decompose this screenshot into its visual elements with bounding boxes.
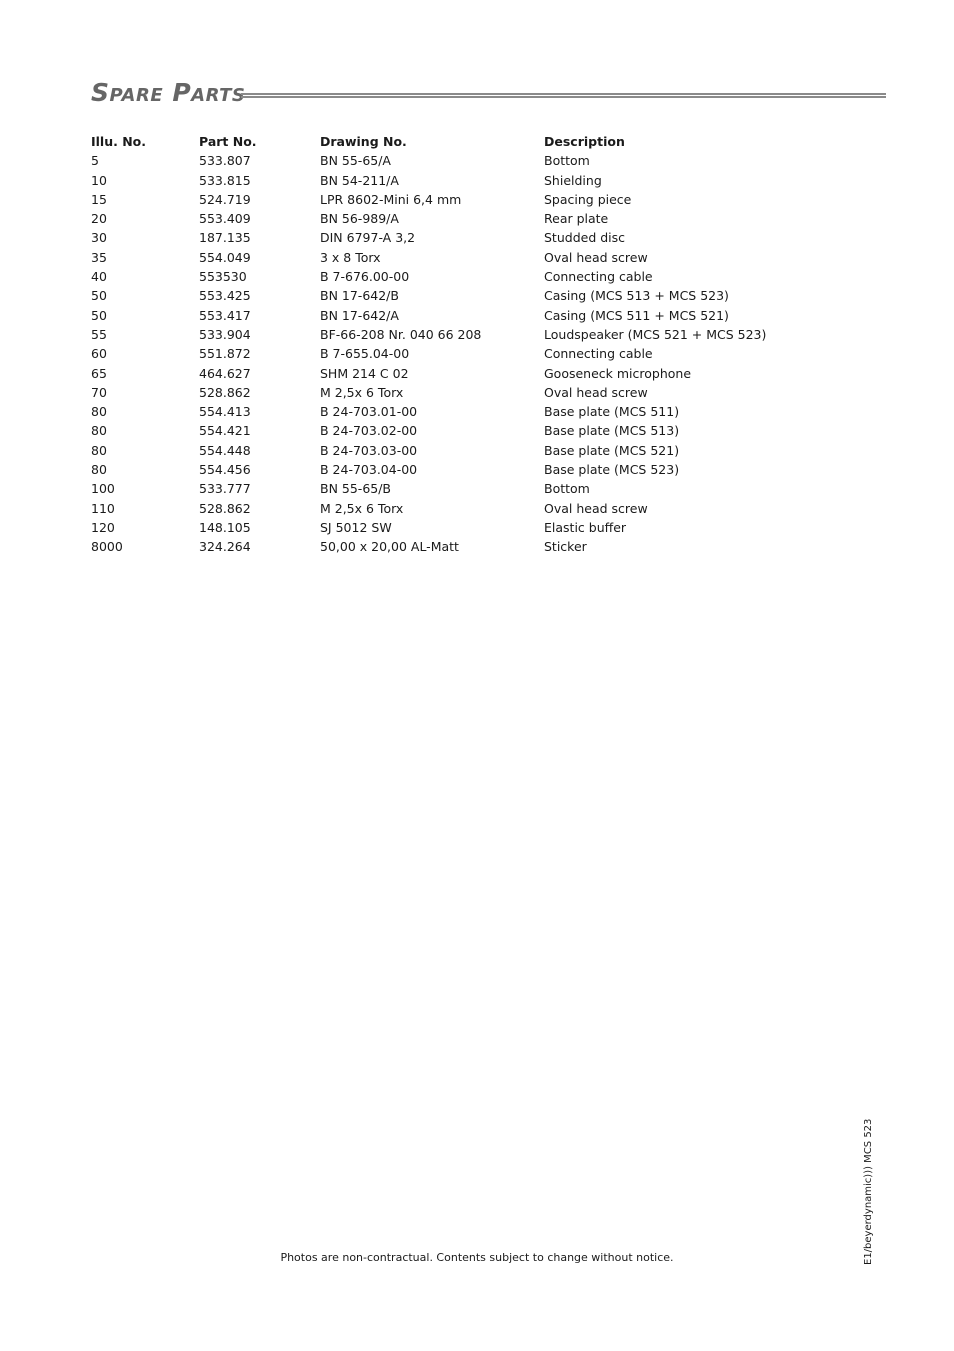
table-row <box>91 402 804 421</box>
cell-drawing-no: BN 54-211/A <box>320 172 399 188</box>
cell-illu-no: 30 <box>91 230 107 246</box>
cell-illu-no: 80 <box>91 404 107 420</box>
footer-note: Photos are non-contractual. Contents subject to change without notice. <box>280 1251 674 1264</box>
table-row <box>91 479 804 498</box>
cell-description: Bottom <box>544 481 590 497</box>
cell-part-no: 533.904 <box>199 326 251 342</box>
cell-illu-no: 50 <box>91 288 107 304</box>
cell-part-no: 553.425 <box>199 288 251 304</box>
cell-drawing-no: B 24-703.01-00 <box>320 404 418 420</box>
page-title: Spare Parts <box>91 78 246 107</box>
cell-drawing-no: B 7-655.04-00 <box>320 346 410 362</box>
cell-drawing-no: LPR 8602-Mini 6,4 mm <box>320 191 462 207</box>
cell-illu-no: 65 <box>91 365 107 381</box>
table-row <box>91 151 804 170</box>
cell-part-no: 324.264 <box>199 539 251 555</box>
cell-drawing-no: BN 17-642/B <box>320 288 399 304</box>
cell-part-no: 528.862 <box>199 384 251 400</box>
cell-part-no: 148.105 <box>199 519 251 535</box>
cell-part-no: 554.456 <box>199 462 251 478</box>
cell-illu-no: 20 <box>91 211 107 227</box>
cell-description: Bottom <box>544 153 590 169</box>
cell-part-no: 554.413 <box>199 404 251 420</box>
cell-illu-no: 8000 <box>91 539 123 555</box>
cell-drawing-no: M 2,5x 6 Torx <box>320 500 404 516</box>
column-header-drawing-no: Drawing No. <box>320 134 407 149</box>
cell-illu-no: 110 <box>91 500 115 516</box>
cell-description: Rear plate <box>544 211 609 227</box>
cell-description: Base plate (MCS 523) <box>544 462 680 478</box>
table-row <box>91 325 804 344</box>
cell-part-no: 533.807 <box>199 153 251 169</box>
table-row <box>91 383 804 402</box>
table-header-row <box>91 132 804 151</box>
cell-illu-no: 120 <box>91 519 115 535</box>
table-row <box>91 209 804 228</box>
cell-part-no: 464.627 <box>199 365 251 381</box>
cell-drawing-no: 50,00 x 20,00 AL-Matt <box>320 539 459 555</box>
cell-part-no: 533.777 <box>199 481 251 497</box>
cell-part-no: 554.421 <box>199 423 251 439</box>
table-row <box>91 286 804 305</box>
column-header-part-no: Part No. <box>199 134 257 149</box>
cell-description: Loudspeaker (MCS 521 + MCS 523) <box>544 326 767 342</box>
cell-part-no: 528.862 <box>199 500 251 516</box>
table-row <box>91 364 804 383</box>
cell-part-no: 533.815 <box>199 172 251 188</box>
cell-part-no: 524.719 <box>199 191 251 207</box>
cell-drawing-no: M 2,5x 6 Torx <box>320 384 404 400</box>
cell-drawing-no: B 24-703.02-00 <box>320 423 418 439</box>
table-row <box>91 228 804 247</box>
table-row <box>91 306 804 325</box>
cell-description: Connecting cable <box>544 269 653 285</box>
cell-drawing-no: B 7-676.00-00 <box>320 269 410 285</box>
cell-description: Sticker <box>544 539 587 555</box>
side-label: E1/beyerdynamic))) MCS 523 <box>863 1118 874 1265</box>
cell-description: Casing (MCS 511 + MCS 521) <box>544 307 729 323</box>
cell-illu-no: 10 <box>91 172 107 188</box>
cell-illu-no: 100 <box>91 481 115 497</box>
cell-part-no: 553530 <box>199 269 247 285</box>
table-body <box>91 151 804 556</box>
cell-part-no: 553.409 <box>199 211 251 227</box>
page-header <box>91 78 886 108</box>
cell-description: Shielding <box>544 172 602 188</box>
cell-part-no: 187.135 <box>199 230 251 246</box>
spare-parts-table <box>91 132 804 557</box>
cell-description: Oval head screw <box>544 500 648 516</box>
table-row <box>91 460 804 479</box>
table-row <box>91 267 804 286</box>
cell-drawing-no: SHM 214 C 02 <box>320 365 409 381</box>
title-rule <box>241 93 886 98</box>
cell-illu-no: 50 <box>91 307 107 323</box>
cell-drawing-no: BN 55-65/B <box>320 481 392 497</box>
cell-illu-no: 60 <box>91 346 107 362</box>
cell-drawing-no: BN 17-642/A <box>320 307 399 323</box>
cell-part-no: 551.872 <box>199 346 251 362</box>
cell-description: Gooseneck microphone <box>544 365 692 381</box>
table-row <box>91 499 804 518</box>
cell-illu-no: 35 <box>91 249 107 265</box>
cell-drawing-no: BN 55-65/A <box>320 153 391 169</box>
cell-description: Elastic buffer <box>544 519 627 535</box>
cell-illu-no: 80 <box>91 462 107 478</box>
cell-illu-no: 70 <box>91 384 107 400</box>
cell-part-no: 554.049 <box>199 249 251 265</box>
cell-drawing-no: DIN 6797-A 3,2 <box>320 230 416 246</box>
table-row <box>91 518 804 537</box>
table-row <box>91 248 804 267</box>
cell-description: Base plate (MCS 521) <box>544 442 680 458</box>
cell-description: Connecting cable <box>544 346 653 362</box>
cell-illu-no: 55 <box>91 326 107 342</box>
cell-illu-no: 80 <box>91 442 107 458</box>
cell-drawing-no: B 24-703.03-00 <box>320 442 418 458</box>
cell-part-no: 554.448 <box>199 442 251 458</box>
column-header-description: Description <box>544 134 625 149</box>
cell-description: Spacing piece <box>544 191 632 207</box>
cell-part-no: 553.417 <box>199 307 251 323</box>
table-row <box>91 344 804 363</box>
cell-drawing-no: B 24-703.04-00 <box>320 462 418 478</box>
cell-drawing-no: BF-66-208 Nr. 040 66 208 <box>320 326 482 342</box>
table-row <box>91 537 804 556</box>
cell-illu-no: 40 <box>91 269 107 285</box>
cell-illu-no: 15 <box>91 191 107 207</box>
cell-description: Oval head screw <box>544 249 648 265</box>
cell-drawing-no: SJ 5012 SW <box>320 519 392 535</box>
table-row <box>91 421 804 440</box>
cell-description: Base plate (MCS 513) <box>544 423 680 439</box>
cell-illu-no: 80 <box>91 423 107 439</box>
table-row <box>91 441 804 460</box>
cell-description: Studded disc <box>544 230 626 246</box>
table-row <box>91 171 804 190</box>
cell-drawing-no: 3 x 8 Torx <box>320 249 381 265</box>
cell-description: Base plate (MCS 511) <box>544 404 680 420</box>
cell-description: Casing (MCS 513 + MCS 523) <box>544 288 729 304</box>
table-row <box>91 190 804 209</box>
cell-description: Oval head screw <box>544 384 648 400</box>
column-header-illu-no: Illu. No. <box>91 134 147 149</box>
cell-illu-no: 5 <box>91 153 99 169</box>
cell-drawing-no: BN 56-989/A <box>320 211 399 227</box>
